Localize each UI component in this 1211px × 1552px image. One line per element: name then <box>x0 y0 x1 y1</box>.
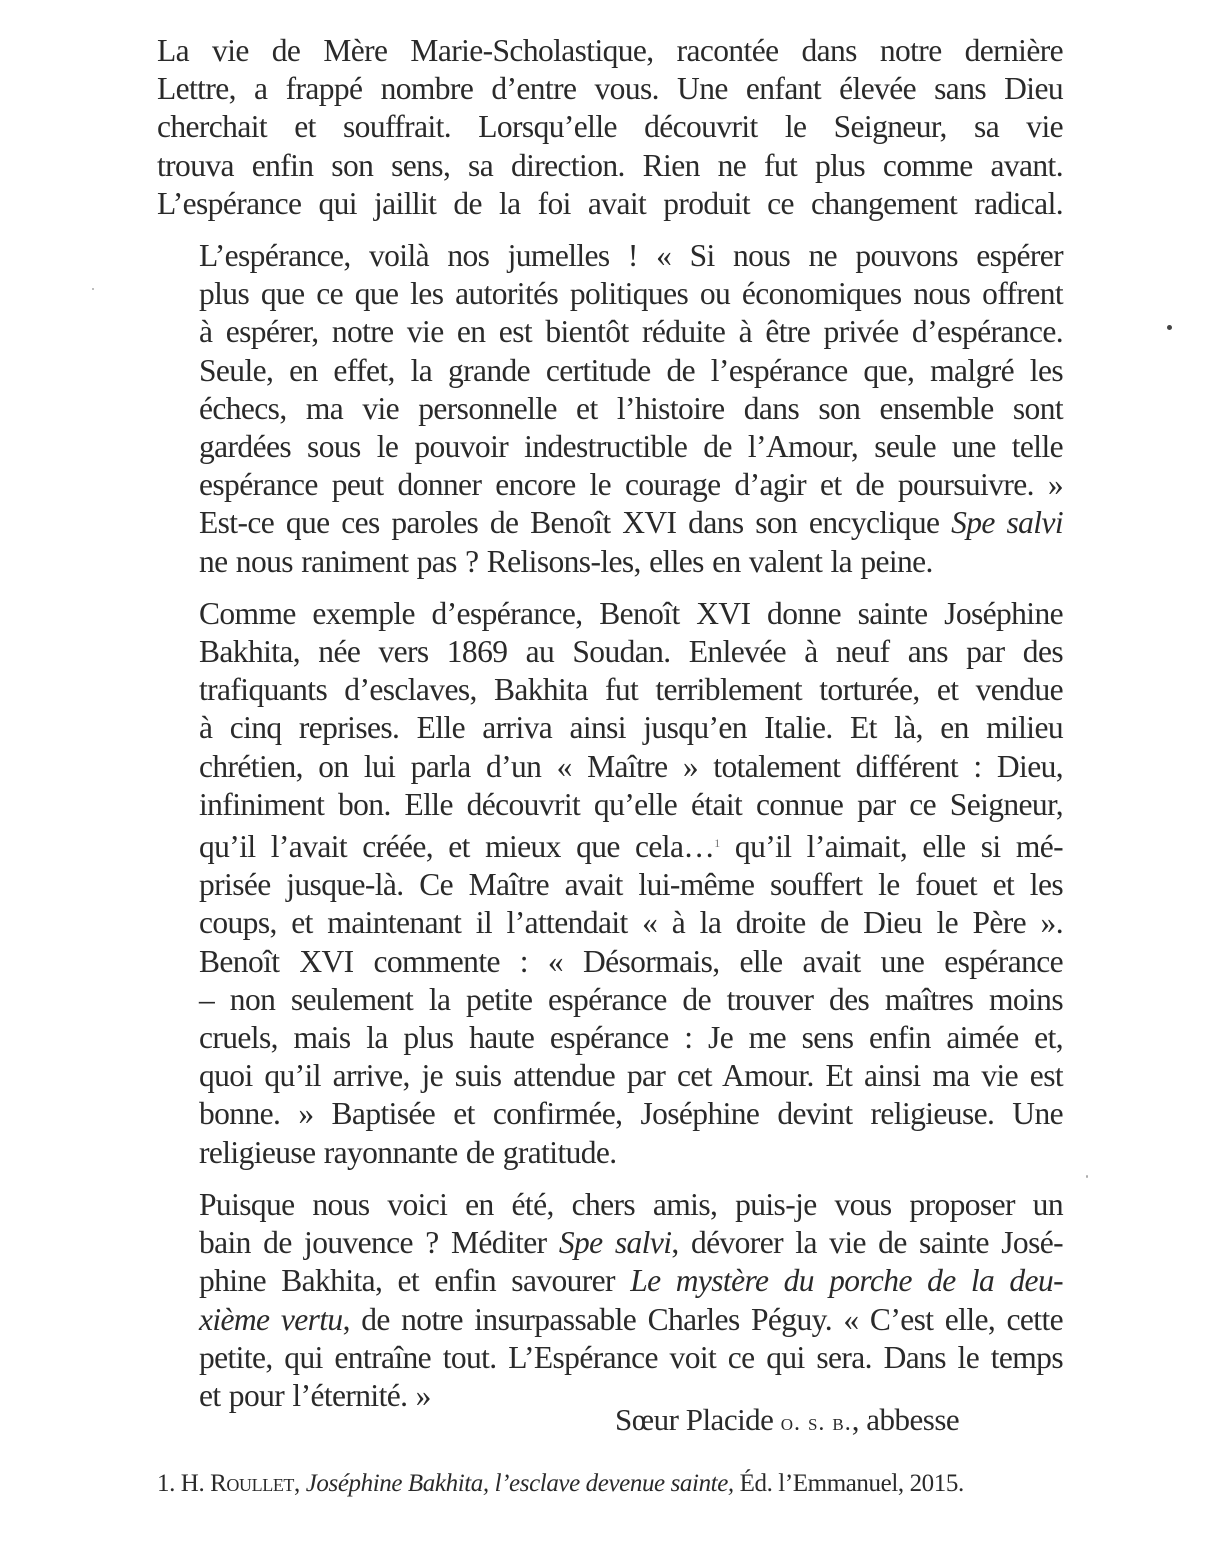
text-span: phine Bakhita, et enfin savourer <box>199 1263 631 1299</box>
signature-name: Sœur Placide <box>615 1402 781 1437</box>
italic-title-spe-salvi: Spe salvi <box>558 1225 672 1261</box>
scan-speck <box>1086 1175 1088 1178</box>
text-line <box>157 1301 1063 1339</box>
footnote <box>157 1470 964 1498</box>
text-line: Lettre, a frappé nombre d’entre vous. Une enfant élevée sans Dieu <box>157 71 1063 107</box>
paragraph-3 <box>157 595 1063 1172</box>
text-line: trouva enfin son sens, sa direction. Rien ne fut plus comme avant. <box>157 147 1063 183</box>
text-line: La vie de Mère Marie-Scholastique, racontée dans notre dernière <box>157 33 1063 68</box>
italic-title-spe-salvi: Spe salvi <box>951 505 1063 541</box>
paragraph-4 <box>157 1186 1063 1415</box>
text-line: bonne. » Baptisée et confirmée, Joséphine devint religieuse. Une <box>199 1096 1063 1132</box>
footnote-publisher: Éd. l’Emmanuel, 2015. <box>733 1470 964 1497</box>
italic-title-peguy-cont: xième vertu <box>199 1301 343 1337</box>
text-line: Benoît XVI commente : « Désormais, elle avait une espérance <box>199 943 1063 979</box>
text-line: Bakhita, née vers 1869 au Soudan. Enlevée à neuf ans par des <box>199 634 1063 670</box>
letter-body <box>157 32 1063 1415</box>
text-line <box>157 824 1063 866</box>
scan-speck <box>92 288 94 290</box>
text-line: Puisque nous voici en été, chers amis, puis-je vous proposer un <box>199 1186 1063 1222</box>
text-line: Comme exemple d’espérance, Benoît XVI donne sainte Joséphine <box>199 595 1063 631</box>
text-line: à cinq reprises. Elle arriva ainsi jusqu’en Italie. Et là, en milieu <box>199 710 1063 746</box>
text-line: cruels, mais la plus haute espérance : Je me sens enfin aimée et, <box>199 1020 1063 1056</box>
text-line: religieuse rayonnante de gratitude. <box>199 1134 617 1170</box>
text-line: coups, et maintenant il l’attendait « à la droite de Dieu le Père ». <box>199 905 1063 941</box>
text-line: et pour l’éternité. » <box>199 1377 431 1413</box>
text-line: chrétien, on lui parla d’un « Maître » totalement différent : Dieu, <box>199 748 1063 784</box>
text-line: Seule, en effet, la grande certitude de l’espérance que, malgré les <box>199 352 1063 388</box>
text-line: ne nous raniment pas ? Relisons-les, elles en valent la peine. <box>199 543 933 579</box>
text-span: bain de jouvence ? Méditer <box>199 1225 559 1261</box>
signature-order: o. s. b. <box>780 1410 852 1436</box>
paragraph-1 <box>157 32 1063 223</box>
text-line <box>157 504 1063 542</box>
text-line: espérance peut donner encore le courage d’agir et de poursuivre. » <box>199 467 1063 503</box>
text-line: gardées sous le pouvoir indestructible de l’Amour, seule une telle <box>199 429 1063 465</box>
text-line: trafiquants d’esclaves, Bakhita fut terriblement torturée, et vendue <box>199 672 1063 708</box>
text-line: – non seulement la petite espérance de trouver des maîtres moins <box>199 981 1063 1017</box>
text-line: petite, qui entraîne tout. L’Espérance voit ce qui sera. Dans le temps <box>199 1339 1063 1375</box>
text-span: , de notre insurpassable Charles Péguy. « C’est elle, cette <box>342 1301 1063 1337</box>
text-line <box>157 1262 1063 1300</box>
text-span: , dévorer la vie de sainte José- <box>671 1225 1064 1261</box>
text-span: Est-ce que ces paroles de Benoît XVI dans son encyclique <box>199 505 952 541</box>
signature-title: , abbesse <box>851 1402 960 1437</box>
footnote-author: Roullet <box>210 1470 295 1497</box>
text-line: échecs, ma vie personnelle et l’histoire dans son ensemble sont <box>199 390 1063 426</box>
italic-title-peguy: Le mystère du porche de la deu- <box>630 1263 1063 1299</box>
text-line: infiniment bon. Elle découvrit qu’elle était connue par ce Seigneur, <box>199 786 1063 822</box>
text-line: prisée jusque-là. Ce Maître avait lui-même souffert le fouet et les <box>199 867 1063 903</box>
footnote-sep: , <box>294 1470 306 1497</box>
text-line: cherchait et souffrait. Lorsqu’elle découvrit le Seigneur, sa vie <box>157 109 1063 145</box>
text-line: L’espérance, voilà nos jumelles ! « Si nous ne pouvons espérer <box>199 238 1063 274</box>
text-span: qu’il l’avait créée, et mieux que cela… <box>199 829 715 865</box>
text-line: plus que ce que les autorités politiques ou économiques nous offrent <box>199 276 1063 312</box>
text-line: L’espérance qui jaillit de la foi avait produit ce changement radical. <box>157 185 1063 221</box>
signature <box>615 1402 959 1438</box>
text-line: à espérer, notre vie en est bientôt réduite à être privée d’espérance. <box>199 314 1063 350</box>
footnote-number: 1. H. <box>157 1470 211 1497</box>
footnote-marker[interactable]: 1 <box>714 836 720 851</box>
text-line: quoi qu’il arrive, je suis attendue par cet Amour. Et ainsi ma vie est <box>199 1058 1063 1094</box>
footnote-book-title: Joséphine Bakhita, l’esclave devenue sainte, <box>305 1470 734 1497</box>
scan-speck <box>1167 325 1172 330</box>
text-line <box>157 1224 1063 1262</box>
text-span: qu’il l’aimait, elle si mé- <box>719 829 1063 865</box>
paragraph-2 <box>157 237 1063 581</box>
